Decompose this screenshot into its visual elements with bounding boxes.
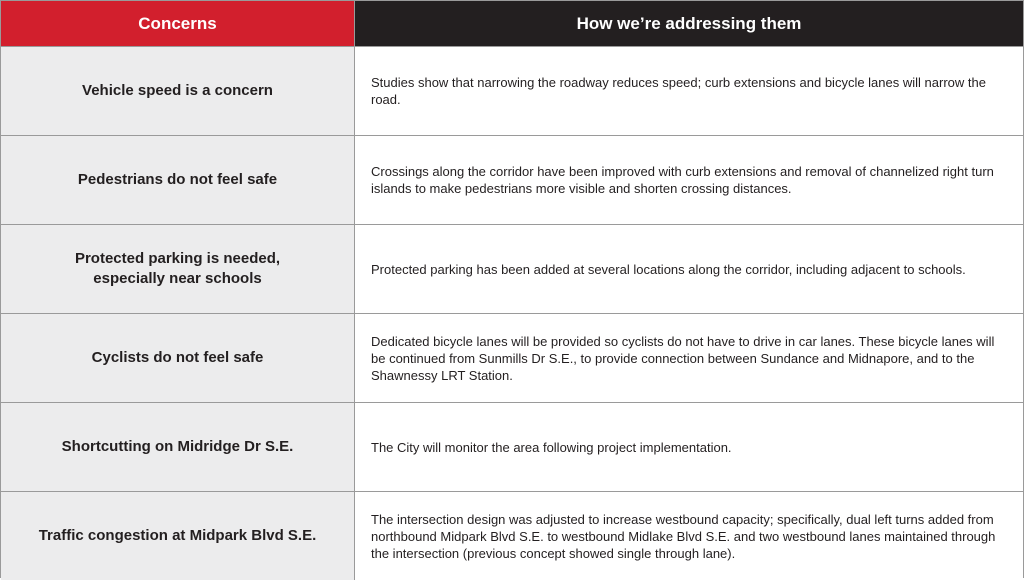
concerns-column-header: Concerns bbox=[1, 1, 354, 46]
response-cell: Protected parking has been added at several locations along the corridor, including adjacent to schools. bbox=[354, 225, 1023, 313]
concern-cell: Traffic congestion at Midpark Blvd S.E. bbox=[1, 492, 354, 580]
concern-cell: Protected parking is needed, especially near schools bbox=[1, 225, 354, 313]
response-cell: The intersection design was adjusted to increase westbound capacity; specifically, dual left turns added from northbound Midpark Blvd S.E. to westbound Midlake Blvd S.E. and two westbound lanes maintained through the intersection (previous concept showed single through lane). bbox=[354, 492, 1023, 580]
concern-cell: Pedestrians do not feel safe bbox=[1, 136, 354, 224]
concern-cell: Vehicle speed is a concern bbox=[1, 47, 354, 135]
response-cell: Studies show that narrowing the roadway reduces speed; curb extensions and bicycle lanes will narrow the road. bbox=[354, 47, 1023, 135]
response-cell: Dedicated bicycle lanes will be provided so cyclists do not have to drive in car lanes. These bicycle lanes will be continued from Sunmills Dr S.E., to provide connection between Sundance and Midnapore, and to the Shawnessy LRT Station. bbox=[354, 314, 1023, 402]
table-row bbox=[1, 224, 1023, 313]
concern-cell: Cyclists do not feel safe bbox=[1, 314, 354, 402]
response-cell: Crossings along the corridor have been improved with curb extensions and removal of channelized right turn islands to make pedestrians more visible and shorten crossing distances. bbox=[354, 136, 1023, 224]
concern-cell: Shortcutting on Midridge Dr S.E. bbox=[1, 403, 354, 491]
table-row bbox=[1, 313, 1023, 402]
table-header bbox=[1, 1, 1023, 46]
table-row bbox=[1, 491, 1023, 580]
table-row bbox=[1, 135, 1023, 224]
addressing-column-header: How we’re addressing them bbox=[354, 1, 1023, 46]
table-row bbox=[1, 402, 1023, 491]
table-row bbox=[1, 46, 1023, 135]
response-cell: The City will monitor the area following project implementation. bbox=[354, 403, 1023, 491]
